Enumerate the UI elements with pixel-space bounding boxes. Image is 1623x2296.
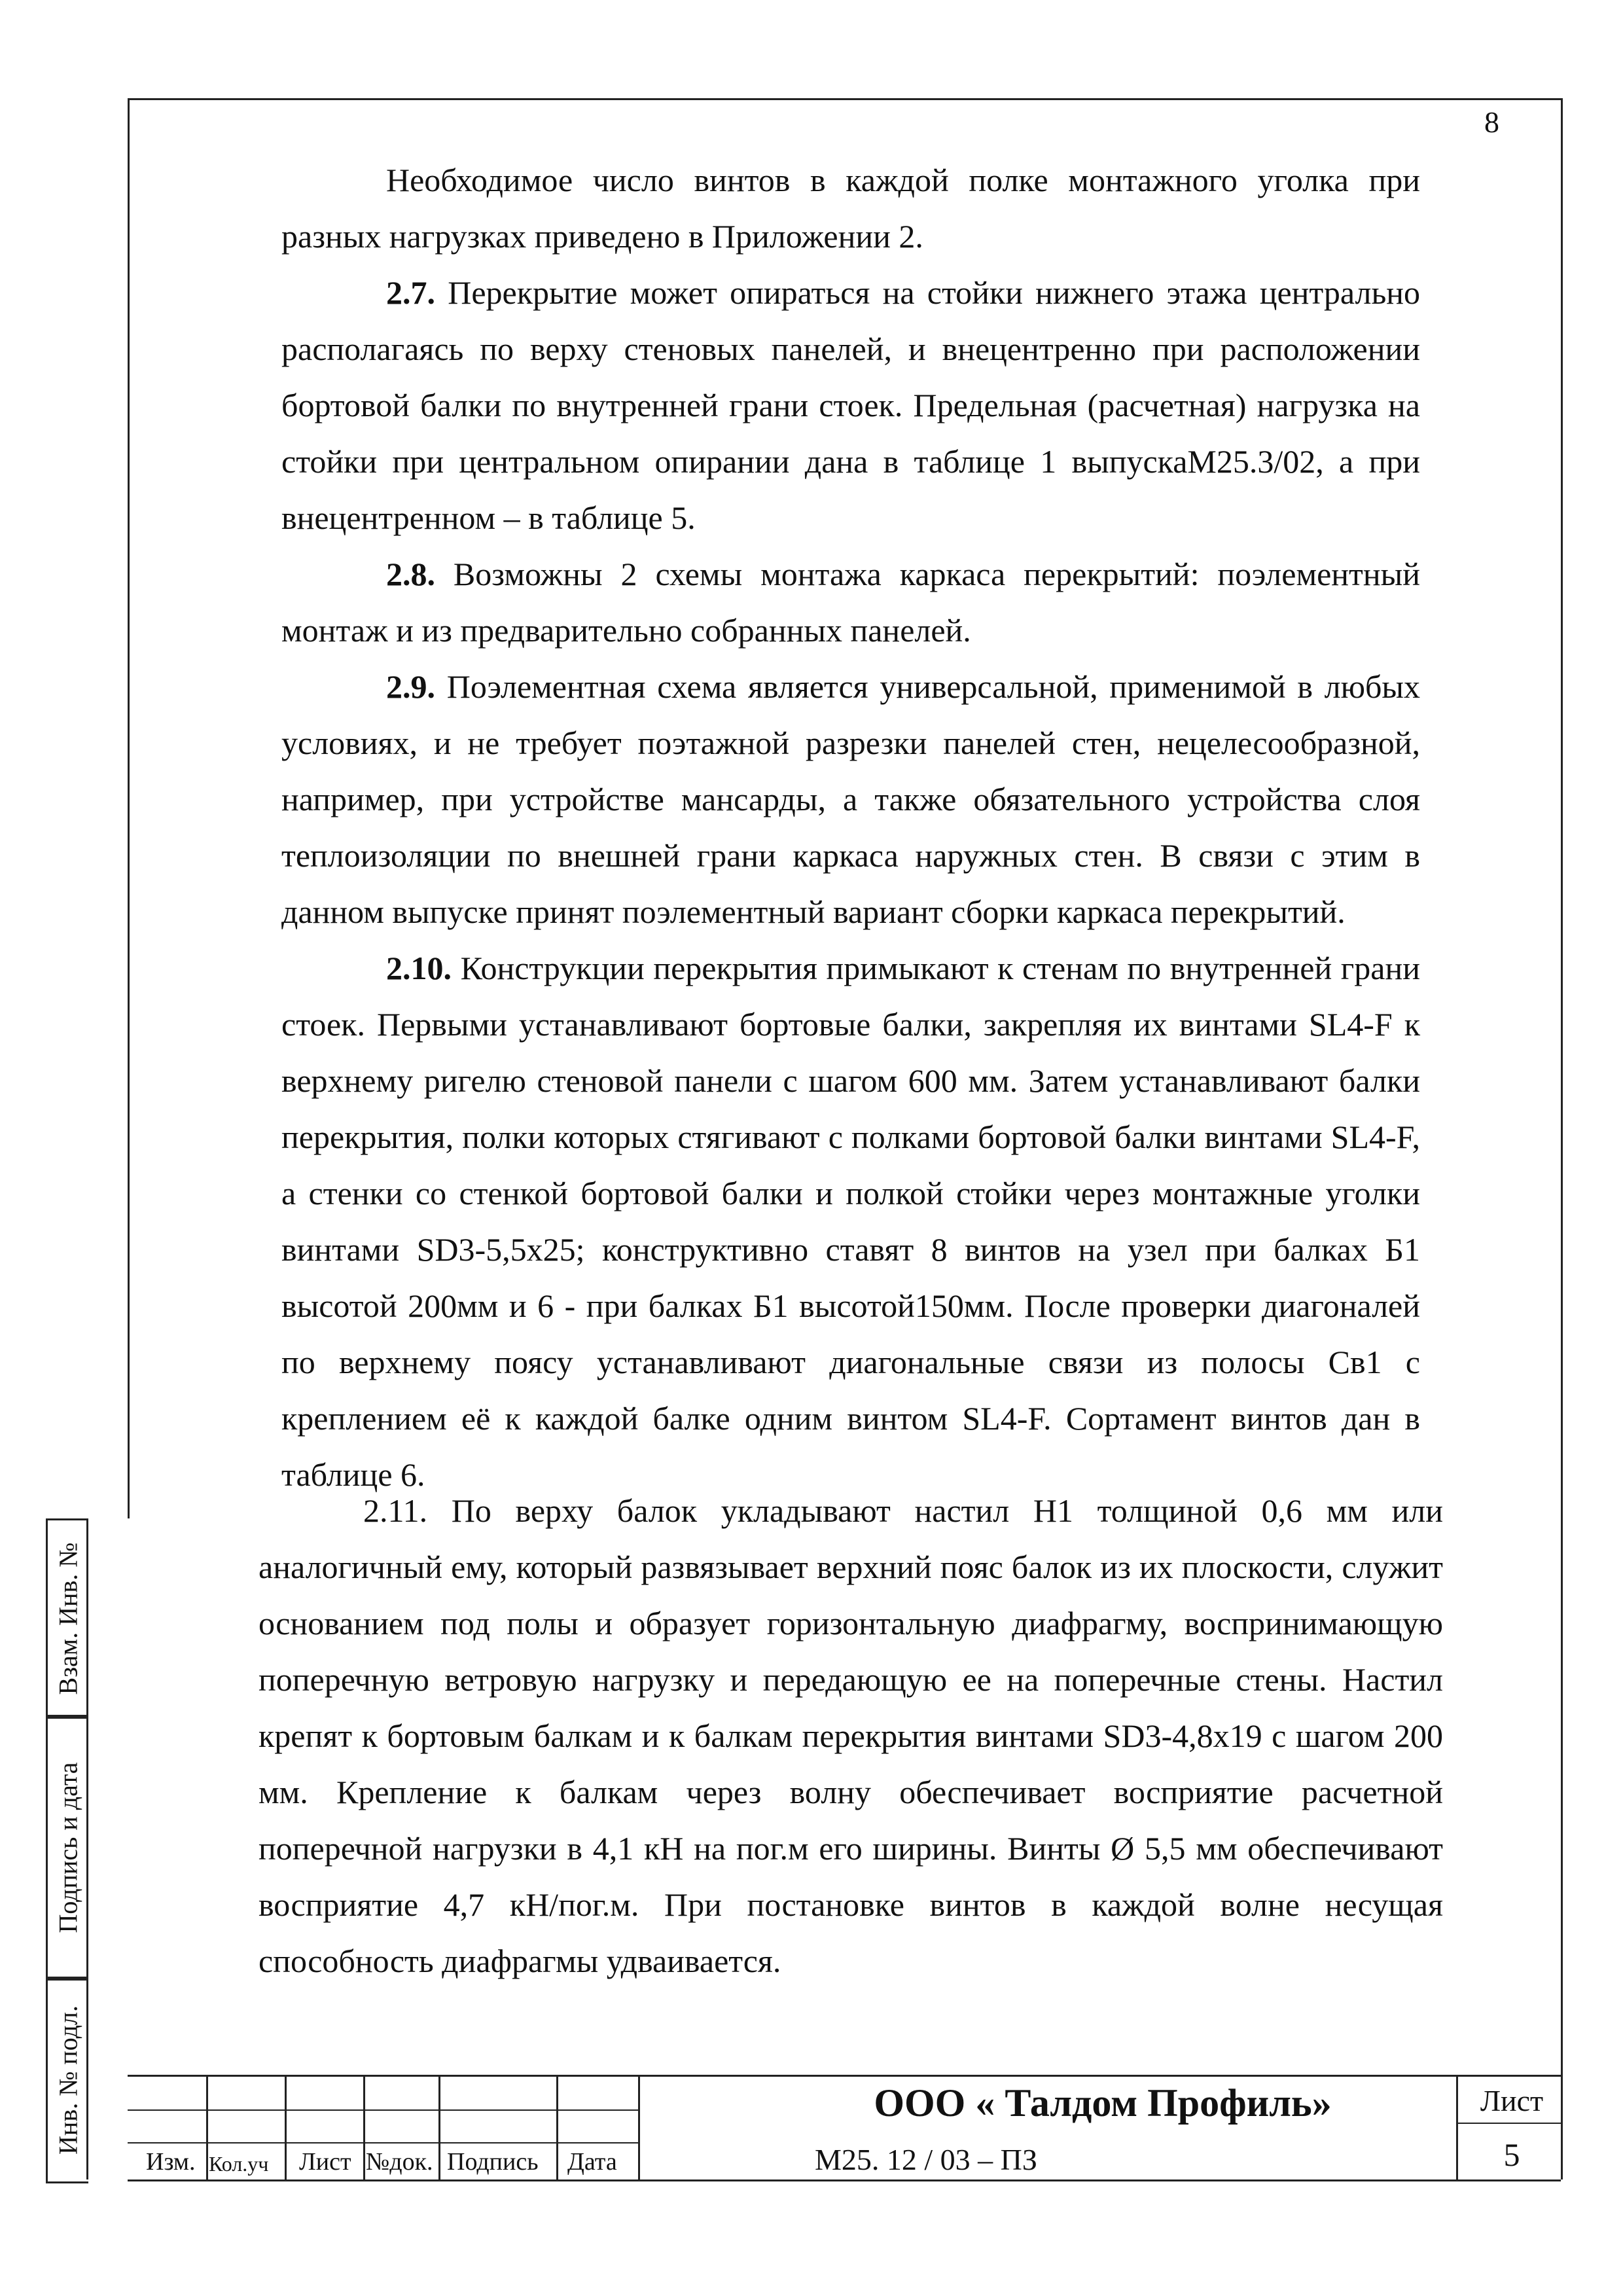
paragraph-2-7-number: 2.7. — [386, 274, 435, 311]
frame-top-border — [128, 98, 1561, 100]
paragraph-2-8-text: Возможны 2 схемы монтажа каркаса перекрытий: поэлементный монтаж и из предварительно собранных панелей. — [281, 556, 1420, 649]
sheet-separator — [1456, 2077, 1458, 2181]
sheet-number: 5 — [1503, 2136, 1520, 2173]
stamp-value-column — [86, 1518, 128, 2179]
stamp-inv-podl-label: Инв. № подл. — [53, 2005, 83, 2155]
paragraph-2-9 — [281, 658, 1420, 940]
title-block — [128, 2075, 1561, 2181]
col-izm: Изм. — [146, 2148, 196, 2176]
paragraph-2-7-text: Перекрытие может опираться на стойки нижнего этажа центрально располагаясь по верху стеновых панелей, и внецентренно при расположении бортовой балки по внутренней грани стоек. Предельная (расчетная) нагрузка на стойки при центральном опирании дана в таблице 1 выпускаМ25.3/02, а при внецентренном – в таблице 5. — [281, 274, 1421, 536]
paragraph-2-11 — [259, 1482, 1443, 1989]
stamp-vzam-inv-label: Взам. Инв. № — [53, 1542, 83, 1695]
organization-name: ООО « Талдом Профиль» — [874, 2081, 1332, 2125]
paragraph-2-7 — [281, 264, 1420, 546]
stamp-podpis-data-label: Подпись и дата — [53, 1762, 83, 1933]
paragraph-2-11-text: По верху балок укладывают настил Н1 толщиной 0,6 мм или аналогичный ему, который развязывает верхний пояс балок из их плоскости, служит основанием под полы и образует горизонтальную диафрагму, воспринимающую поперечную ветровую нагрузку и передающую ее на поперечные стены. Настил крепят к бортовым балкам и к балкам перекрытия винтами SD3-4,8х19 с шагом 200 мм. Крепление к балкам через волну обеспечивает восприятие расчетной поперечной нагрузки в 4,1 кН на пог.м его ширины. Винты Ø 5,5 мм обеспечивают восприятие 4,7 кН/пог.м. При постановке винтов в каждой волне несущая способность диафрагмы удваивается. — [259, 1492, 1444, 1979]
grid-col-line — [363, 2077, 365, 2181]
paragraph-2-8-number: 2.8. — [386, 556, 435, 592]
body-text-lower — [259, 1482, 1443, 1989]
paragraph-2-9-number: 2.9. — [386, 668, 435, 705]
stamp-inv-podl — [46, 1977, 88, 2183]
grid-row-line — [128, 2142, 638, 2144]
revision-grid — [128, 2077, 638, 2181]
grid-col-line — [285, 2077, 287, 2181]
frame-right-border — [1561, 98, 1563, 2179]
document-code: М25. 12 / 03 – ПЗ — [815, 2143, 1037, 2176]
paragraph-2-10-number: 2.10. — [386, 950, 452, 986]
stamp-podpis-data — [46, 1715, 88, 1981]
page-number-top: 8 — [1484, 105, 1499, 139]
paragraph-2-9-text: Поэлементная схема является универсальной, применимой в любых условиях, и не требует поэтажной разрезки панелей стен, нецелесообразной, например, при устройстве мансарды, а также обязательного устройства слоя теплоизоляции по внешней грани каркаса наружных стен. В связи с этим в данном выпуске принят поэлементный вариант сборки каркаса перекрытий. — [281, 668, 1420, 930]
paragraph-2-11-number: 2.11. — [363, 1492, 428, 1529]
grid-col-line — [556, 2077, 558, 2181]
grid-col-line — [438, 2077, 440, 2181]
col-data: Дата — [567, 2148, 617, 2176]
col-list: Лист — [299, 2148, 351, 2176]
paragraph-2-10 — [281, 940, 1420, 1503]
sheet-label: Лист — [1480, 2084, 1544, 2117]
grid-row-line — [128, 2109, 638, 2111]
stamp-vzam-inv — [46, 1518, 88, 1719]
col-kol-uch: Кол.уч — [209, 2152, 269, 2176]
body-text-upper — [281, 152, 1420, 1503]
frame-left-border — [128, 98, 130, 1518]
paragraph-intro: Необходимое число винтов в каждой полке монтажного уголка при разных нагрузках приведено в Приложении 2. — [281, 162, 1420, 255]
grid-col-line — [206, 2077, 208, 2181]
paragraph-2-10-text: Конструкции перекрытия примыкают к стенам по внутренней грани стоек. Первыми устанавливают бортовые балки, закрепляя их винтами SL4-F к верхнему ригелю стеновой панели с шагом 600 мм. Затем устанавливают балки перекрытия, полки которых стягивают с полками бортовой балки винтами SL4-F, а стенки со стенкой бортовой балки и полкой стойки через монтажные уголки винтами SD3-5,5х25; конструктивно ставят 8 винтов на узел при балках Б1 высотой 200мм и 6 - при балках Б1 высотой150мм. После проверки диагоналей по верхнему поясу устанавливают диагональные связи из полосы Св1 с креплением её к каждой балке одним винтом SL4-F. Сортамент винтов дан в таблице 6. — [281, 950, 1420, 1493]
sheet-divider — [1456, 2123, 1561, 2124]
grid-col-line — [638, 2077, 640, 2181]
col-ndok: №док. — [366, 2148, 433, 2176]
paragraph-2-8 — [281, 546, 1420, 658]
col-podpis: Подпись — [447, 2148, 539, 2176]
